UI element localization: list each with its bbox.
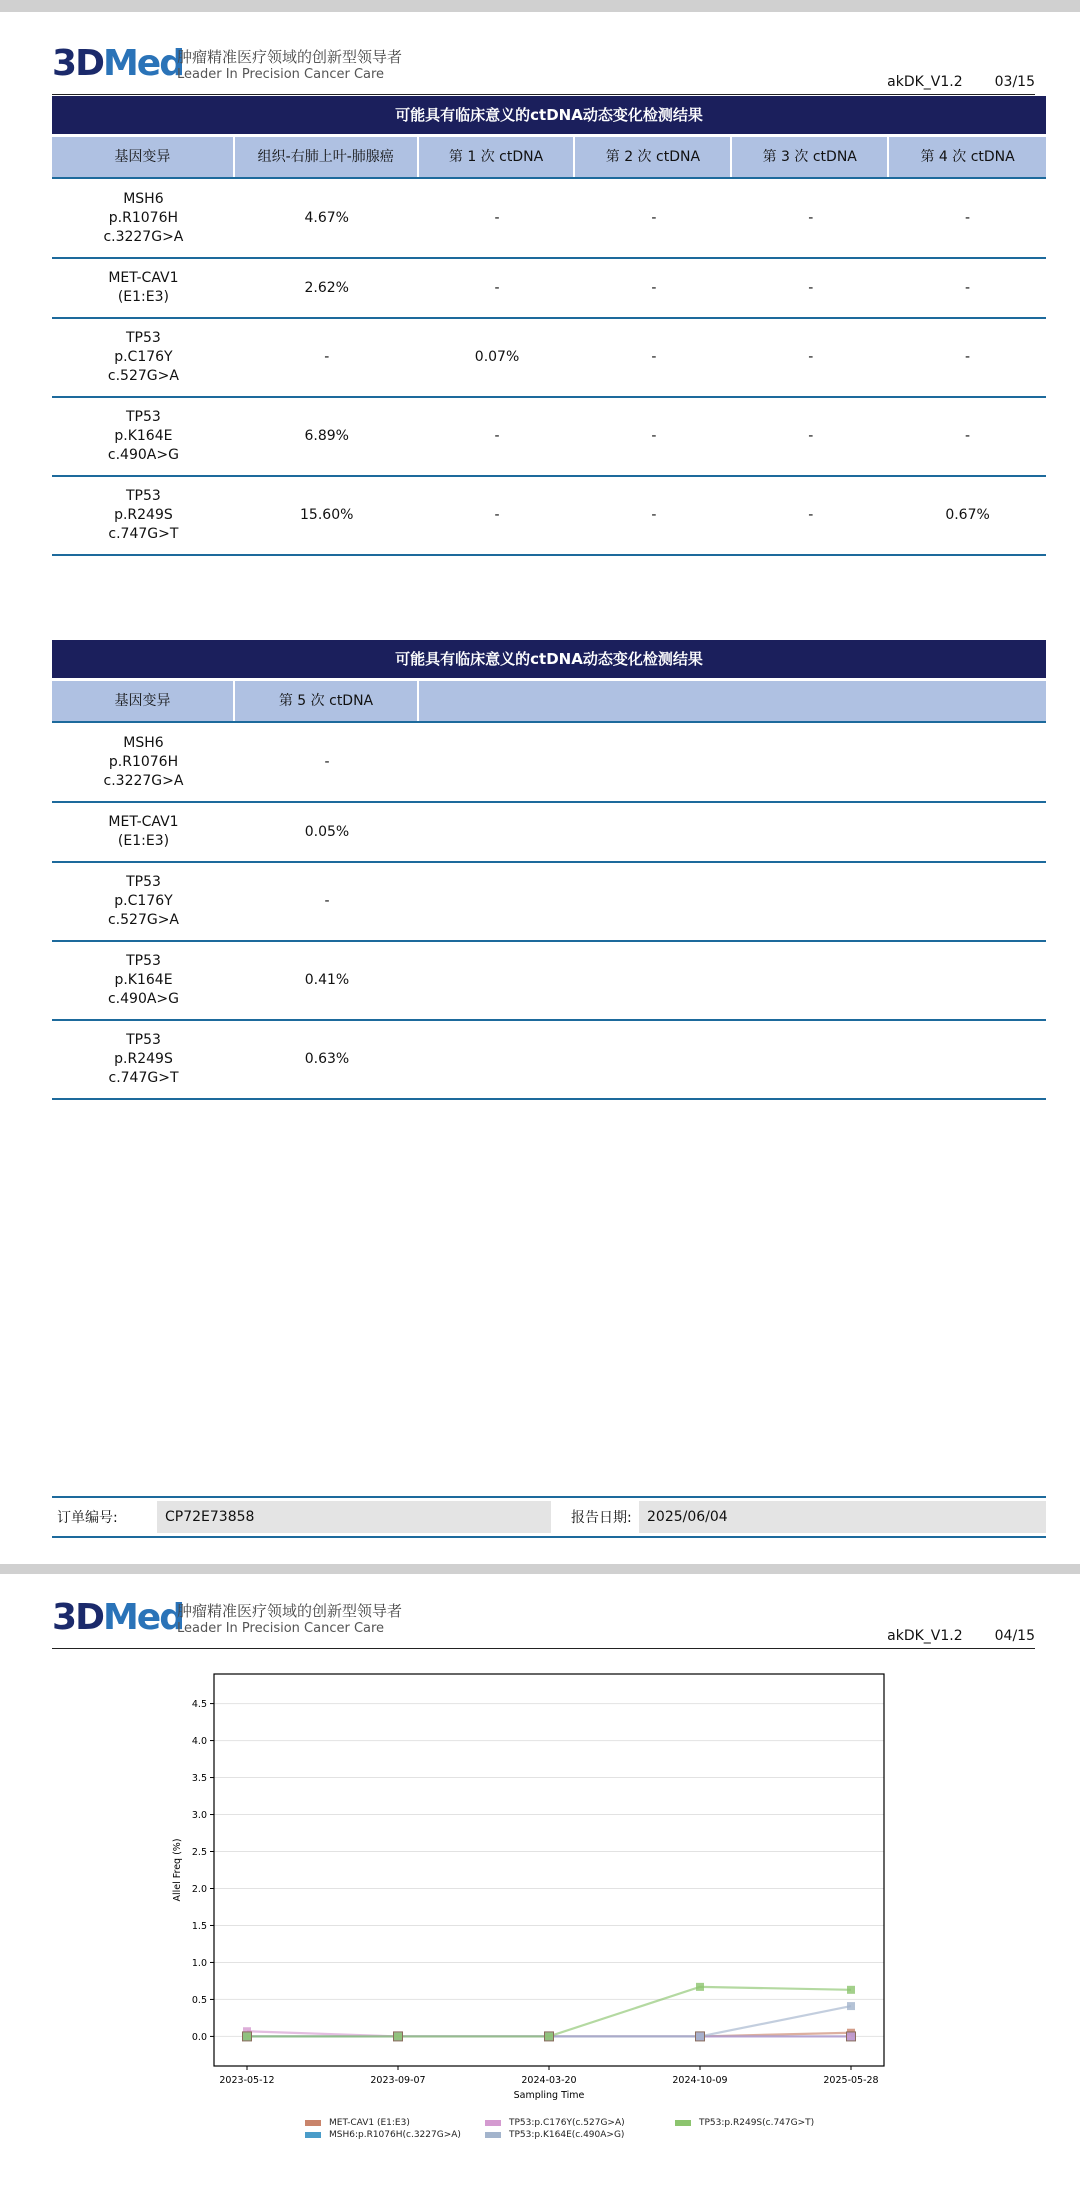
series-line [247,1987,851,2037]
table-row [52,803,1046,863]
page-number: 03/15 [994,74,1035,90]
value-cell: - [651,507,657,523]
table-row [52,259,1046,319]
page-number: 04/15 [994,1628,1035,1644]
brand-logo: 3DMed [52,43,183,84]
value-cell: - [324,893,330,909]
data-point [696,1983,704,1991]
legend-swatch [305,2132,321,2138]
value-cell: - [965,349,971,365]
legend-item [485,2118,625,2128]
value-cell: 0.67% [945,507,990,523]
ctdna-dynamics-table-continued [52,640,1046,1100]
data-point [545,2032,553,2040]
table-header [52,681,1046,723]
y-tick-label: 0.0 [191,2031,207,2043]
value-cell: - [965,428,971,444]
value-cell: - [808,507,814,523]
brand-logo: 3DMed [52,1597,183,1638]
value-cell: - [808,209,814,226]
gene-cell: TP53 p.R249S c.747G>T [108,488,179,542]
legend-item [485,2130,624,2140]
x-axis-label: Sampling Time [513,2090,585,2101]
gene-cell: MET-CAV1 (E1:E3) [108,270,179,305]
table-row [52,942,1046,1021]
gene-cell: TP53 p.R249S c.747G>T [108,1032,179,1086]
value-cell: - [324,349,330,365]
legend-label: TP53:p.C176Y(c.527G>A) [509,2118,625,2128]
tagline-cn: 肿瘤精准医疗领域的创新型领导者 [177,1602,403,1620]
legend-label: MSH6:p.R1076H(c.3227G>A) [329,2130,461,2140]
order-number: CP72E73858 [157,1501,551,1533]
y-tick-label: 2.5 [191,1847,207,1859]
table-row [52,723,1046,803]
x-tick-label: 2024-10-09 [672,2075,728,2086]
header-tissue: 组织-右肺上叶-肺腺癌 [235,137,419,177]
legend-label: TP53:p.R249S(c.747G>T) [699,2118,815,2128]
value-cell: - [808,428,814,444]
table-row [52,398,1046,477]
value-cell: - [651,428,657,444]
header-ctdna-3: 第 3 次 ctDNA [732,137,889,177]
table-title: 可能具有临床意义的ctDNA动态变化检测结果 [52,640,1046,681]
value-cell: 6.89% [304,428,349,444]
page-header [52,44,1035,95]
value-cell: - [494,428,500,444]
report-page-3 [0,12,1080,1564]
table-header [52,137,1046,179]
table-row [52,863,1046,942]
legend-label: MET-CAV1 (E1:E3) [329,2118,410,2128]
data-point [847,2032,855,2040]
gene-cell: MET-CAV1 (E1:E3) [108,814,179,849]
gene-cell: TP53 p.K164E c.490A>G [107,953,180,1007]
gene-cell: MSH6 p.R1076H c.3227G>A [103,734,184,789]
page-info [855,74,1035,90]
data-point [243,2032,251,2040]
header-gene: 基因变异 [52,137,235,177]
report-page-4 [0,1574,1080,2202]
doc-version: akDK_V1.2 [887,1628,963,1644]
value-cell: - [494,507,500,523]
allele-frequency-chart [150,1666,910,2116]
value-cell: - [494,209,500,226]
value-cell: - [808,279,814,296]
legend-swatch [485,2120,501,2126]
header-ctdna-4: 第 4 次 ctDNA [920,149,1015,165]
value-cell: 0.07% [474,349,520,365]
y-tick-label: 3.0 [191,1810,207,1822]
legend-item [305,2118,410,2128]
y-tick-label: 1.0 [191,1957,207,1969]
y-tick-label: 0.5 [191,1994,207,2006]
y-tick-label: 1.5 [191,1920,207,1932]
value-cell: - [651,279,657,296]
y-tick-label: 2.0 [191,1883,207,1895]
page-info [855,1628,1035,1644]
doc-version: akDK_V1.2 [887,74,963,90]
header-empty [419,681,1046,721]
y-tick-label: 4.0 [191,1736,207,1748]
gene-cell: TP53 p.C176Y c.527G>A [107,874,180,928]
value-cell: - [651,209,657,226]
value-cell: 15.60% [300,507,354,523]
legend-item [305,2130,461,2140]
data-point [847,1986,855,1994]
gene-cell: TP53 p.C176Y c.527G>A [107,330,179,384]
gene-cell: MSH6 p.R1076H c.3227G>A [103,190,184,245]
value-cell: 0.41% [304,972,350,988]
y-tick-label: 3.5 [191,1773,207,1785]
table-row [52,179,1046,259]
value-cell: - [651,349,657,365]
legend-swatch [305,2120,321,2126]
legend-label: TP53:p.K164E(c.490A>G) [509,2130,625,2140]
ctdna-dynamics-table [52,96,1046,556]
gene-cell: TP53 p.K164E c.490A>G [107,409,179,463]
tagline-cn: 肿瘤精准医疗领域的创新型领导者 [177,48,403,66]
x-tick-label: 2024-03-20 [521,2075,577,2086]
y-tick-label: 4.5 [191,1699,207,1711]
value-cell: - [494,279,500,296]
x-tick-label: 2025-05-28 [823,2075,879,2086]
legend-item [675,2118,814,2128]
data-point [394,2032,402,2040]
header-gene: 基因变异 [52,681,235,721]
page-header [52,1598,1035,1649]
table-title: 可能具有临床意义的ctDNA动态变化检测结果 [52,96,1046,137]
value-cell: 0.63% [304,1051,350,1067]
table-row [52,1021,1046,1100]
report-date: 2025/06/04 [639,1501,1046,1533]
value-cell: 2.62% [304,279,349,296]
value-cell: - [965,209,971,226]
table-row [52,477,1046,556]
data-point [847,2002,855,2010]
value-cell: 4.67% [304,209,349,226]
legend-swatch [675,2120,691,2126]
report-date-label: 报告日期: [571,1510,632,1526]
header-ctdna-2: 第 2 次 ctDNA [575,137,732,177]
legend-swatch [485,2132,501,2138]
brand-tagline [177,1602,402,1638]
value-cell: 0.05% [304,823,350,840]
header-ctdna-5: 第 5 次 ctDNA [235,681,419,721]
data-point [696,2032,704,2040]
x-tick-label: 2023-09-07 [370,2075,426,2086]
table-row [52,319,1046,398]
plot-frame [214,1674,884,2066]
value-cell: - [808,349,814,365]
y-axis-label: Allel Freq (%) [172,1838,183,1902]
tagline-en: Leader In Precision Cancer Care [177,67,385,82]
x-tick-label: 2023-05-12 [219,2075,275,2086]
value-cell: - [965,279,971,296]
report-footer [52,1496,1046,1538]
tagline-en: Leader In Precision Cancer Care [177,1621,385,1636]
order-label: 订单编号: [57,1510,118,1526]
value-cell: - [324,753,330,770]
header-ctdna-1: 第 1 次 ctDNA [419,137,576,177]
brand-tagline [177,48,402,84]
